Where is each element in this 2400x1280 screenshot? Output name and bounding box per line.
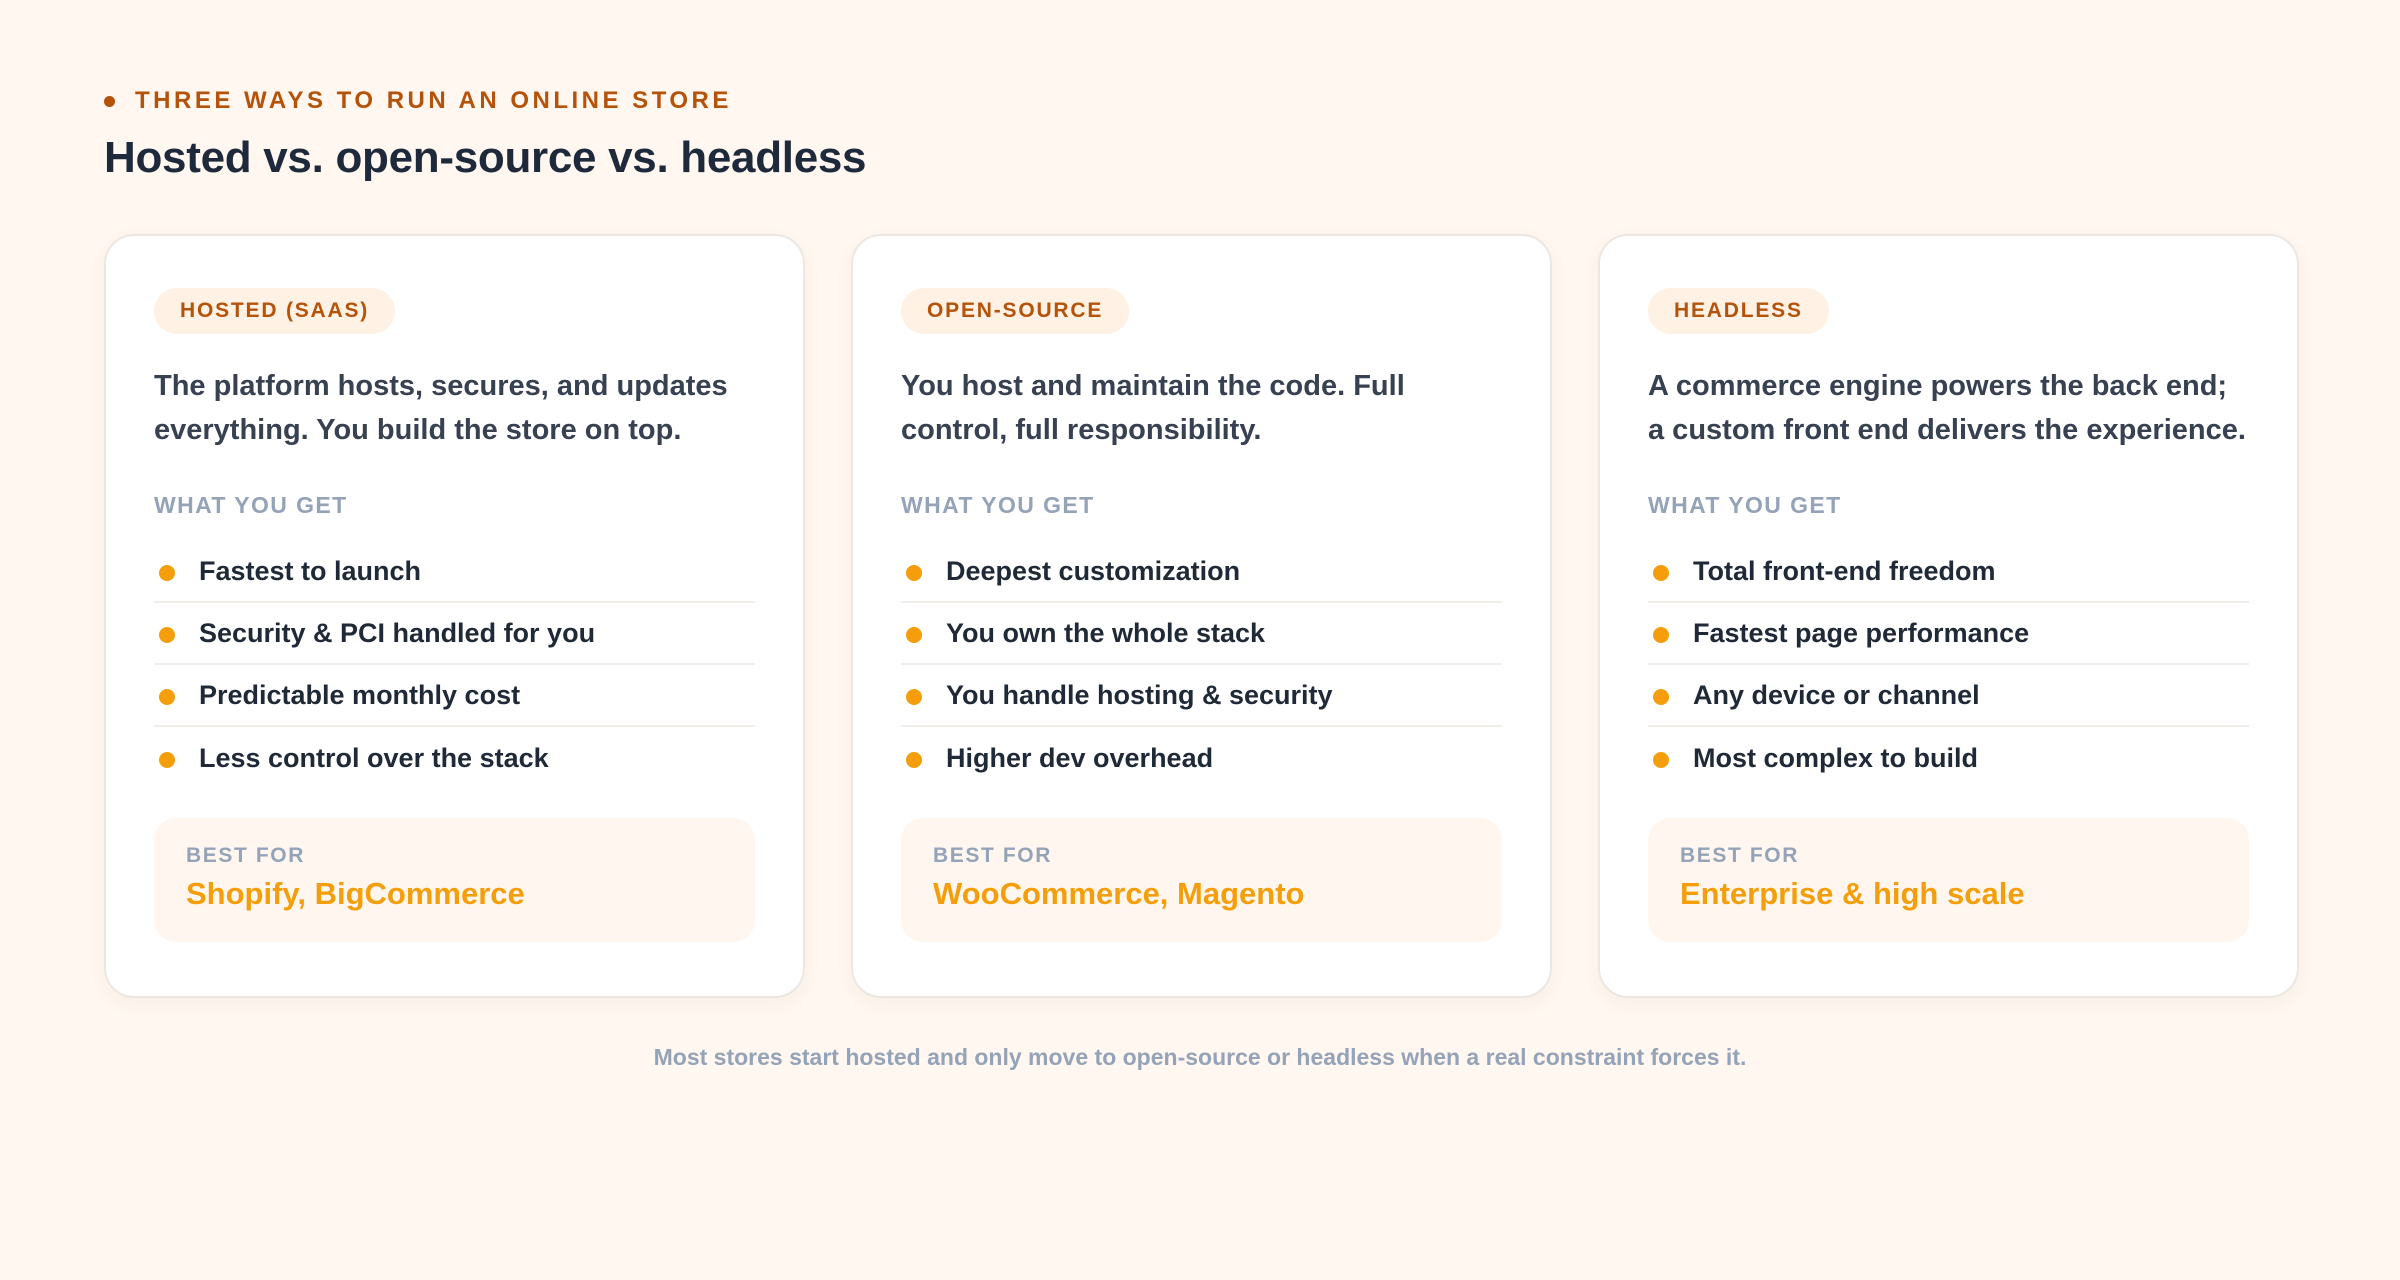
feature-item — [1648, 603, 2249, 665]
feature-text: Most complex to build — [1693, 742, 1979, 773]
card-badge: OPEN-SOURCE — [901, 288, 1129, 334]
feature-text: Predictable monthly cost — [199, 679, 521, 710]
best-for-value: WooCommerce, Magento — [933, 876, 1305, 911]
feature-text: Total front-end freedom — [1693, 555, 1996, 586]
feature-text: Fastest page performance — [1693, 617, 2030, 648]
feature-list — [1648, 541, 2249, 789]
card-hosted — [104, 234, 805, 998]
best-for-label: BEST FOR — [1680, 844, 1799, 867]
feature-text: Less control over the stack — [199, 742, 549, 773]
card-badge: HEADLESS — [1648, 288, 1829, 334]
bullet-icon — [159, 627, 175, 643]
feature-text: You handle hosting & security — [946, 679, 1333, 710]
card-badge: HOSTED (SAAS) — [154, 288, 395, 334]
feature-list — [154, 541, 755, 789]
page-title: Hosted vs. open-source vs. headless — [104, 133, 867, 182]
best-for-box — [901, 818, 1502, 942]
card-headless — [1598, 234, 2299, 998]
feature-text: You own the whole stack — [946, 617, 1266, 648]
bullet-icon — [159, 752, 175, 768]
card-section-label: WHAT YOU GET — [1648, 492, 1842, 518]
feature-text: Higher dev overhead — [946, 742, 1214, 773]
feature-item — [1648, 665, 2249, 727]
feature-text: Any device or channel — [1693, 679, 1980, 710]
best-for-label: BEST FOR — [933, 844, 1052, 867]
card-description: The platform hosts, secures, and updates everything. You build the store on top. — [154, 370, 728, 446]
eyebrow-dot-icon — [104, 96, 115, 107]
bullet-icon — [906, 752, 922, 768]
feature-item — [154, 727, 755, 789]
card-description: A commerce engine powers the back end; a custom front end delivers the experience. — [1648, 370, 2246, 446]
card-section-label: WHAT YOU GET — [154, 492, 348, 518]
feature-text: Fastest to launch — [199, 555, 422, 586]
card-description: You host and maintain the code. Full control, full responsibility. — [901, 370, 1405, 446]
feature-list — [901, 541, 1502, 789]
bullet-icon — [1653, 627, 1669, 643]
bullet-icon — [906, 627, 922, 643]
bullet-icon — [906, 689, 922, 705]
card-open-source — [851, 234, 1552, 998]
best-for-label: BEST FOR — [186, 844, 305, 867]
eyebrow — [104, 84, 2296, 118]
cards-row — [104, 234, 2299, 998]
bullet-icon — [906, 565, 922, 581]
feature-item — [901, 665, 1502, 727]
bullet-icon — [159, 689, 175, 705]
feature-text: Deepest customization — [946, 555, 1241, 586]
bullet-icon — [1653, 689, 1669, 705]
feature-item — [1648, 727, 2249, 789]
footnote: Most stores start hosted and only move to open-source or headless when a real constraint forces it. — [653, 1044, 1747, 1070]
feature-item — [154, 603, 755, 665]
feature-item — [1648, 541, 2249, 603]
feature-item — [901, 727, 1502, 789]
bullet-icon — [1653, 752, 1669, 768]
card-section-label: WHAT YOU GET — [901, 492, 1095, 518]
feature-text: Security & PCI handled for you — [199, 617, 596, 648]
best-for-value: Enterprise & high scale — [1680, 876, 2025, 911]
bullet-icon — [1653, 565, 1669, 581]
best-for-box — [1648, 818, 2249, 942]
best-for-value: Shopify, BigCommerce — [186, 876, 525, 911]
best-for-box — [154, 818, 755, 942]
feature-item — [901, 541, 1502, 603]
feature-item — [901, 603, 1502, 665]
bullet-icon — [159, 565, 175, 581]
feature-item — [154, 665, 755, 727]
eyebrow-text: THREE WAYS TO RUN AN ONLINE STORE — [135, 87, 732, 114]
feature-item — [154, 541, 755, 603]
